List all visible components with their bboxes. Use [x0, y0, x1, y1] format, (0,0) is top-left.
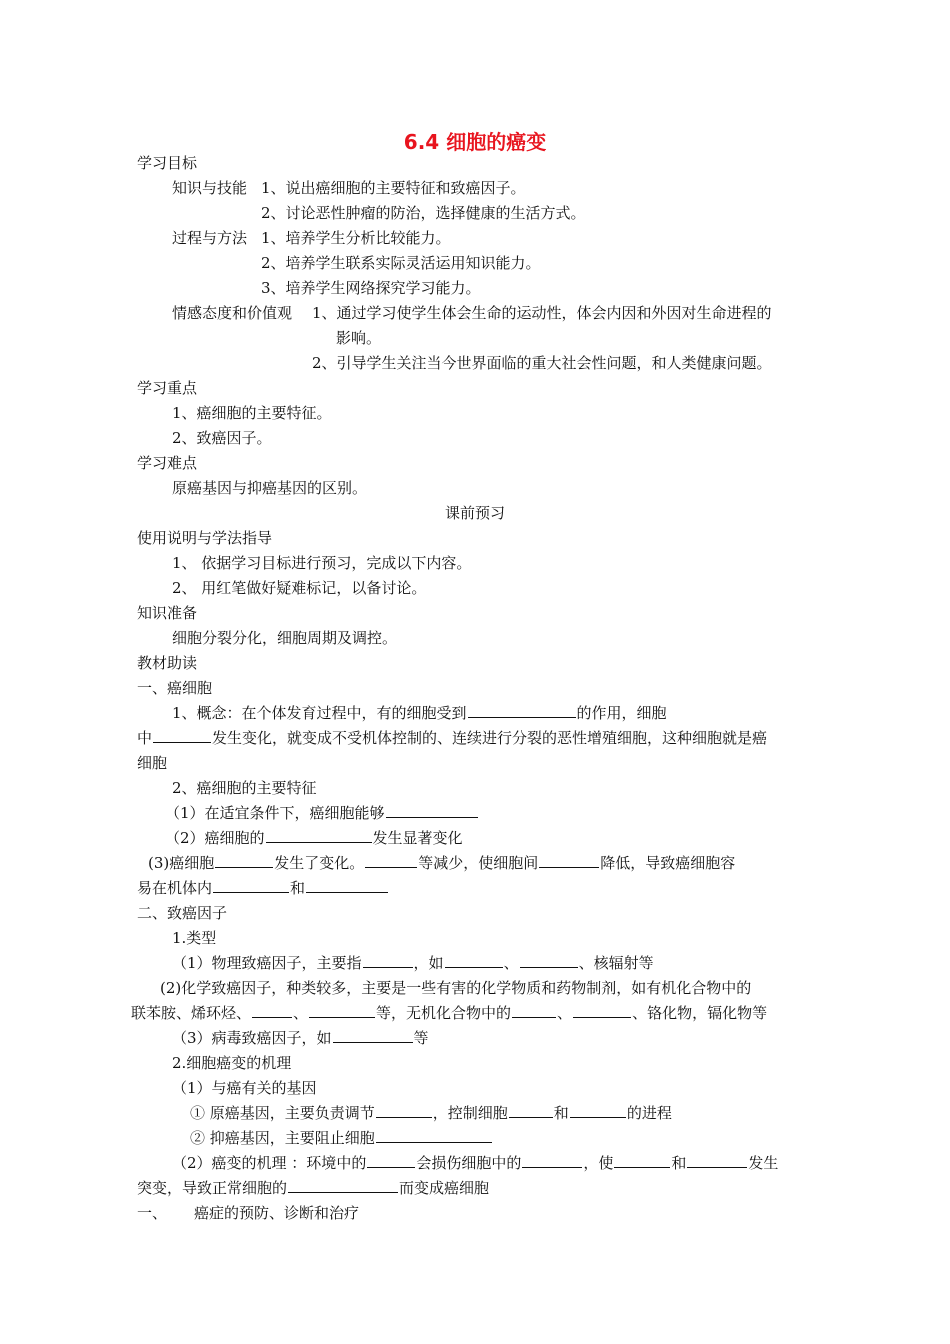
feature-2 — [165, 828, 463, 848]
goals-heading: 学习目标 — [137, 154, 198, 172]
fill-blank[interactable] — [252, 1003, 292, 1018]
mechanism-2-text-a: （2）癌变的机理 ：环境中的 — [172, 1154, 367, 1172]
concept-text-b: 的作用，细胞 — [576, 704, 667, 722]
fill-blank[interactable] — [468, 703, 576, 718]
fill-blank[interactable] — [365, 853, 417, 868]
tumor-suppressor — [190, 1128, 493, 1148]
mechanism-heading: 2.细胞癌变的机理 — [172, 1054, 292, 1072]
fill-blank[interactable] — [520, 953, 578, 968]
knowledge-item-1: 1、说出癌细胞的主要特征和致癌因子。 — [261, 179, 526, 197]
key-point-1: 1、癌细胞的主要特征。 — [172, 404, 332, 422]
concept-line-1 — [172, 703, 667, 723]
concept-text-a: 1、概念：在个体发育过程中，有的细胞受到 — [172, 704, 467, 722]
process-item-1: 1、培养学生分析比较能力。 — [261, 229, 451, 247]
type-2-text-c: 、 — [293, 1004, 309, 1022]
preview-heading: 课前预习 — [444, 504, 505, 522]
section-1-heading: 一、癌细胞 — [137, 679, 213, 697]
concept-text-d: 发生变化，就变成不受机体控制的、连续进行分裂的恶性增殖细胞，这种细胞就是癌 — [212, 729, 768, 747]
mechanism-2-text-e: 发生 — [748, 1154, 779, 1172]
fill-blank[interactable] — [687, 1153, 747, 1168]
feature-3 — [148, 853, 735, 873]
type-2-text-f: 、铬化物，镉化物等 — [632, 1004, 768, 1022]
fill-blank[interactable] — [509, 1103, 553, 1118]
type-1-text-c: 、 — [503, 954, 519, 972]
mechanism-2-text-b: 会损伤细胞中的 — [416, 1154, 522, 1172]
knowledge-label: 知识与技能 — [172, 179, 248, 197]
instruction-2: 2、 用红笔做好疑难标记，以备讨论。 — [172, 579, 427, 597]
emotion-label: 情感态度和价值观 — [172, 304, 293, 322]
fill-blank[interactable] — [573, 1003, 631, 1018]
features-heading: 2、癌细胞的主要特征 — [172, 779, 317, 797]
fill-blank[interactable] — [266, 828, 372, 843]
section-3-heading: 癌症的预防、诊断和治疗 — [194, 1204, 360, 1222]
feature-3-text-b: 发生了变化。 — [274, 854, 365, 872]
process-item-3: 3、培养学生网络探究学习能力。 — [261, 279, 481, 297]
emotion-item-1-cont: 影响。 — [336, 329, 382, 347]
difficulties-heading: 学习难点 — [137, 454, 198, 472]
type-3-text-a: （3）病毒致癌因子，如 — [172, 1029, 332, 1047]
instruction-1: 1、 依据学习目标进行预习，完成以下内容。 — [172, 554, 472, 572]
proto-oncogene-text-c: 和 — [553, 1104, 569, 1122]
fill-blank[interactable] — [309, 1003, 375, 1018]
mechanism-1: （1）与癌有关的基因 — [172, 1079, 317, 1097]
proto-oncogene — [190, 1103, 672, 1123]
fill-blank[interactable] — [386, 803, 478, 818]
fill-blank[interactable] — [213, 878, 289, 893]
feature-3-text-d: 降低，导致癌细胞容 — [600, 854, 736, 872]
concept-text-c: 中 — [137, 729, 153, 747]
process-label: 过程与方法 — [172, 229, 248, 247]
feature-3-text-e: 易在机体内 — [137, 879, 213, 897]
type-2: (2)化学致癌因子，种类较多，主要是一些有害的化学物质和药物制剂，如有机化合物中的 — [160, 979, 752, 997]
prep-item-1: 细胞分裂分化，细胞周期及调控。 — [172, 629, 398, 647]
concept-line-3: 细胞 — [137, 754, 168, 772]
type-1-text-a: （1）物理致癌因子，主要指 — [172, 954, 362, 972]
mechanism-2-text-g: 而变成癌细胞 — [399, 1179, 490, 1197]
mechanism-2-cont — [137, 1178, 489, 1198]
mechanism-2-text-f: 突变，导致正常细胞的 — [137, 1179, 288, 1197]
fill-blank[interactable] — [367, 1153, 415, 1168]
section-2-heading: 二、致癌因子 — [137, 904, 228, 922]
section-3-number: 一、 — [137, 1204, 168, 1222]
fill-blank[interactable] — [363, 953, 413, 968]
type-3 — [172, 1028, 429, 1048]
feature-3-text-f: 和 — [290, 879, 306, 897]
feature-3-text-a: (3)癌细胞 — [148, 854, 215, 872]
type-2-text-d: 等，无机化合物中的 — [376, 1004, 512, 1022]
type-1-text-b: ，如 — [413, 954, 444, 972]
knowledge-item-2: 2、讨论恶性肿瘤的防治，选择健康的生活方式。 — [261, 204, 586, 222]
fill-blank[interactable] — [333, 1028, 413, 1043]
concept-line-2 — [137, 728, 767, 748]
type-2-text-e: 、 — [557, 1004, 573, 1022]
tumor-suppressor-text: ② 抑癌基因，主要阻止细胞 — [190, 1129, 375, 1147]
proto-oncogene-text-d: 的进程 — [626, 1104, 672, 1122]
type-1 — [172, 953, 654, 973]
emotion-item-1: 1、通过学习使学生体会生命的运动性，体会内因和外因对生命进程的 — [312, 304, 772, 322]
difficulty-1: 原癌基因与抑癌基因的区别。 — [172, 479, 368, 497]
fill-blank[interactable] — [445, 953, 503, 968]
type-1-text-d: 、核辐射等 — [578, 954, 654, 972]
emotion-item-2: 2、引导学生关注当今世界面临的重大社会性问题，和人类健康问题。 — [312, 354, 772, 372]
feature-3-cont — [137, 878, 389, 898]
mechanism-2-text-c: ，使 — [583, 1154, 614, 1172]
proto-oncogene-text-a: ① 原癌基因，主要负责调节 — [190, 1104, 375, 1122]
fill-blank[interactable] — [539, 853, 599, 868]
feature-2-text-a: （2）癌细胞的 — [165, 829, 265, 847]
key-point-2: 2、致癌因子。 — [172, 429, 272, 447]
process-item-2: 2、培养学生联系实际灵活运用知识能力。 — [261, 254, 541, 272]
type-2-text-b: 联苯胺、烯环烃、 — [131, 1004, 252, 1022]
proto-oncogene-text-b: ，控制细胞 — [432, 1104, 508, 1122]
key-points-heading: 学习重点 — [137, 379, 198, 397]
feature-1-text: （1）在适宜条件下，癌细胞能够 — [165, 804, 385, 822]
fill-blank[interactable] — [570, 1103, 626, 1118]
prep-heading: 知识准备 — [137, 604, 198, 622]
fill-blank[interactable] — [522, 1153, 582, 1168]
fill-blank[interactable] — [306, 878, 388, 893]
type-2-cont — [131, 1003, 767, 1023]
fill-blank[interactable] — [512, 1003, 556, 1018]
page-title: 6.4 细胞的癌变 — [403, 130, 547, 154]
instructions-heading: 使用说明与学法指导 — [137, 529, 273, 547]
mechanism-2 — [172, 1153, 778, 1173]
type-3-text-b: 等 — [413, 1029, 429, 1047]
fill-blank[interactable] — [614, 1153, 670, 1168]
feature-3-text-c: 等减少，使细胞间 — [418, 854, 539, 872]
fill-blank[interactable] — [376, 1128, 492, 1143]
feature-2-text-b: 发生显著变化 — [372, 829, 463, 847]
fill-blank[interactable] — [215, 853, 273, 868]
fill-blank[interactable] — [288, 1178, 398, 1193]
mechanism-2-text-d: 和 — [671, 1154, 687, 1172]
fill-blank[interactable] — [376, 1103, 432, 1118]
types-heading: 1.类型 — [172, 929, 217, 947]
fill-blank[interactable] — [153, 728, 211, 743]
feature-1 — [165, 803, 479, 823]
reading-heading: 教材助读 — [137, 654, 198, 672]
